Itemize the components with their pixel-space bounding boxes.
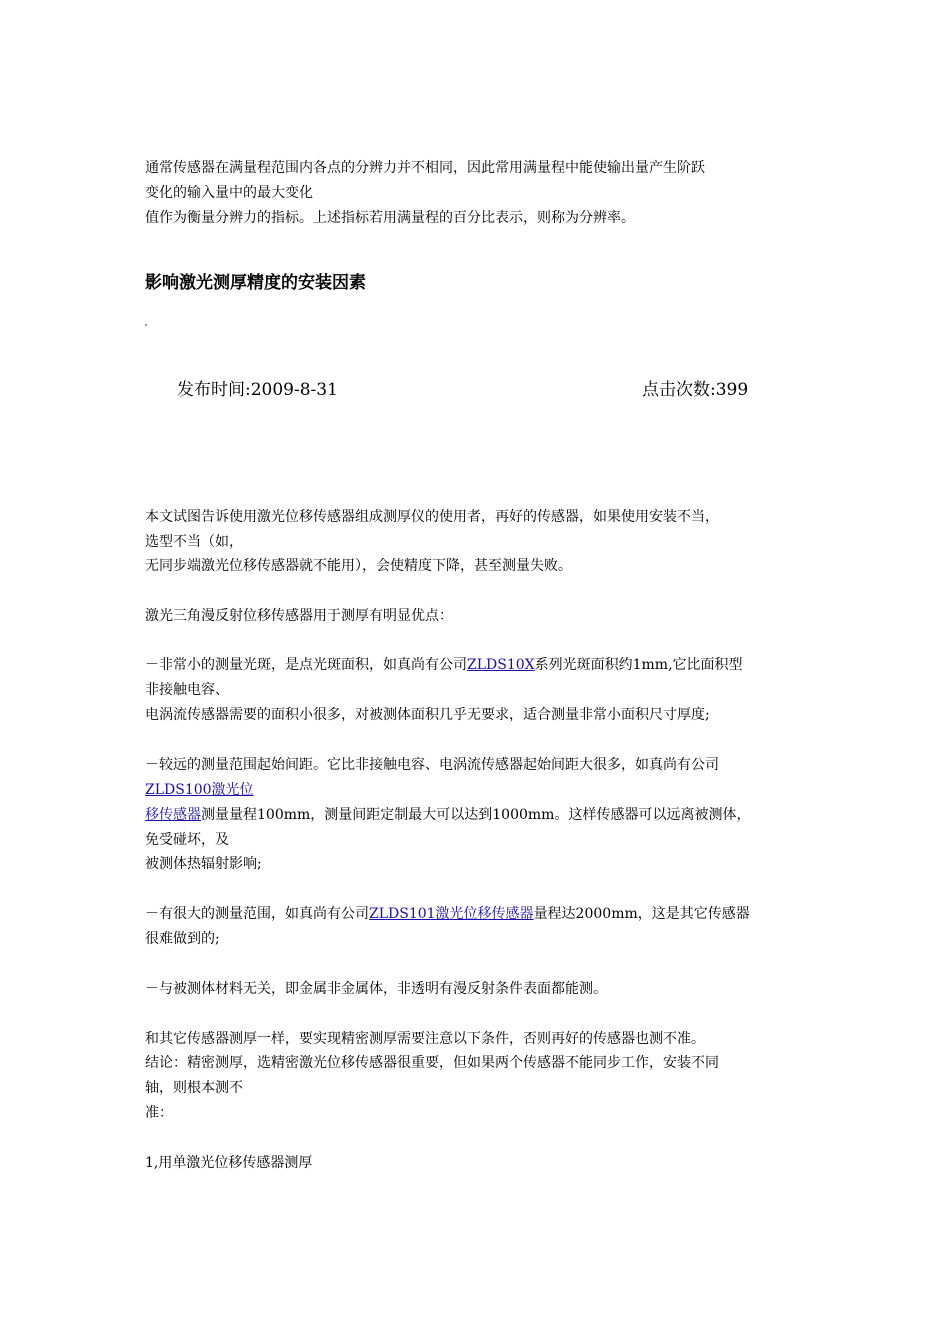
section-heading-1: 1,用单激光位移传感器测厚: [145, 1155, 313, 1171]
paragraph-4-line-5: 被测体热辐射影响;: [145, 856, 262, 872]
paragraph-7-line-1: 和其它传感器测厚一样，要实现精密测厚需要注意以下条件，否则再好的传感器也测不准。: [145, 1031, 705, 1047]
article-title: 影响激光测厚精度的安装因素: [145, 273, 366, 293]
hit-count: 点击次数:399: [642, 380, 749, 400]
paragraph-3-line-3: 电涡流传感器需要的面积小很多，对被测体面积几乎无要求，适合测量非常小面积尺寸厚度;: [145, 707, 710, 723]
paragraph-3-line-2: 非接触电容、: [145, 682, 229, 698]
intro-line-3: 值作为衡量分辨力的指标。上述指标若用满量程的百分比表示，则称为分辨率。: [145, 210, 635, 226]
paragraph-3-text-post: 系列光斑面积约1mm,它比面积型: [534, 657, 743, 673]
paragraph-6: －与被测体材料无关，即金属非金属体，非透明有漫反射条件表面都能测。: [145, 981, 607, 997]
intro-line-1: 通常传感器在满量程范围内各点的分辨力并不相同，因此常用满量程中能使输出量产生阶跃: [145, 160, 705, 176]
paragraph-1-line-1: 本文试图告诉使用激光位移传感器组成测厚仪的使用者，再好的传感器，如果使用安装不当，: [145, 509, 719, 525]
paragraph-4-text: 测量量程100mm，测量间距定制最大可以达到1000mm。这样传感器可以远离被测体，: [201, 807, 751, 823]
publish-time: 发布时间:2009-8-31: [177, 380, 338, 400]
paragraph-2: 激光三角漫反射位移传感器用于测厚有明显优点：: [145, 608, 453, 624]
zlds101-link[interactable]: ZLDS101激光位移传感器: [369, 906, 534, 922]
bullet-dot: [145, 324, 147, 326]
intro-line-2: 变化的输入量中的最大变化: [145, 185, 313, 201]
paragraph-7-line-3: 轴，则根本测不: [145, 1080, 243, 1096]
paragraph-5-line-2: 很难做到的;: [145, 931, 220, 947]
paragraph-7-line-2: 结论：精密测厚，选精密激光位移传感器很重要，但如果两个传感器不能同步工作，安装不同: [145, 1055, 719, 1071]
paragraph-3-line-1: [145, 655, 743, 675]
paragraph-3-text: －非常小的测量光斑，是点光斑面积，如真尚有公司: [145, 657, 467, 673]
paragraph-4-line-4: 免受碰坏，及: [145, 832, 229, 848]
paragraph-4-line-1: －较远的测量范围起始间距。它比非接触电容、电涡流传感器起始间距大很多，如真尚有公司: [145, 757, 719, 773]
paragraph-1-line-2: 选型不当（如，: [145, 534, 243, 550]
paragraph-7-line-4: 准：: [145, 1105, 173, 1121]
paragraph-5-text: －有很大的测量范围，如真尚有公司: [145, 906, 369, 922]
paragraph-4-line-3: [145, 805, 750, 825]
paragraph-5-line-1: [145, 904, 750, 924]
zlds10x-link[interactable]: ZLDS10X: [467, 657, 535, 673]
paragraph-5-text-post: 量程达2000mm，这是其它传感器: [533, 906, 750, 922]
paragraph-4-line-2: [145, 780, 254, 800]
zlds100-link[interactable]: ZLDS100激光位: [145, 782, 254, 798]
zlds100-link-continued[interactable]: 移传感器: [145, 807, 201, 823]
paragraph-1-line-3: 无同步端激光位移传感器就不能用），会使精度下降，甚至测量失败。: [145, 558, 572, 574]
